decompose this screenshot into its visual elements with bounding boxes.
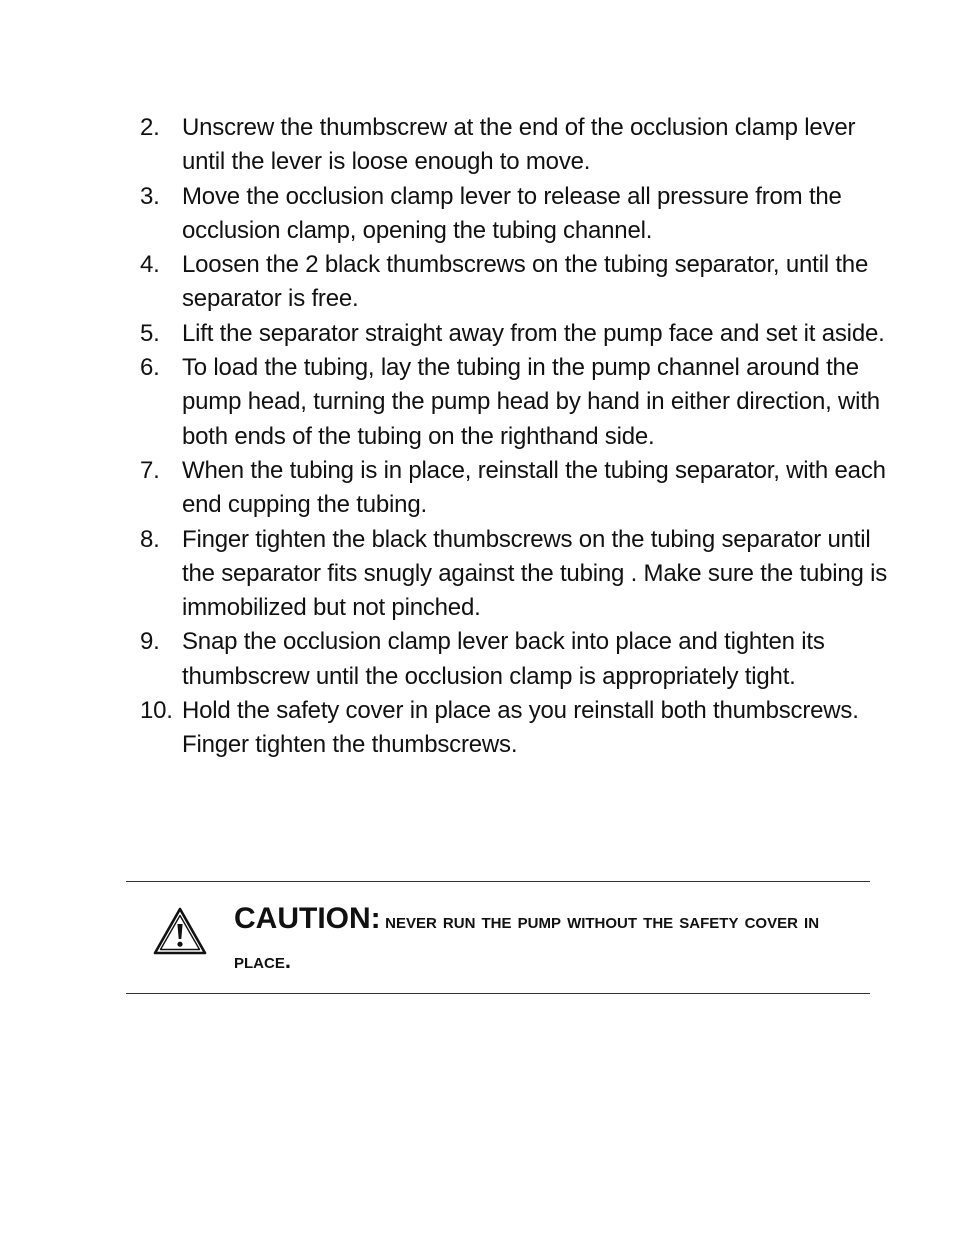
step-number: 8. <box>140 525 160 553</box>
step-text: Move the occlusion clamp lever to release all pressure from the occlusion clamp, opening the tubing channel. <box>182 182 842 244</box>
caution-box <box>126 882 870 992</box>
step-item <box>140 523 900 626</box>
caution-text <box>234 900 864 982</box>
caution-bottom-divider <box>126 993 870 994</box>
step-item <box>140 248 900 317</box>
instruction-steps <box>140 111 900 763</box>
step-item <box>140 351 900 454</box>
step-number: 7. <box>140 456 160 484</box>
step-number: 5. <box>140 319 160 347</box>
step-text: Hold the safety cover in place as you reinstall both thumbscrews. Finger tighten the thumbscrews. <box>182 697 859 759</box>
step-item <box>140 694 900 763</box>
step-text: Loosen the 2 black thumbscrews on the tubing separator, until the separator is free. <box>182 251 869 313</box>
step-item <box>140 180 900 249</box>
step-text: Unscrew the thumbscrew at the end of the occlusion clamp lever until the lever is loose enough to move. <box>182 114 856 176</box>
caution-label: CAUTION: <box>234 902 381 935</box>
caution-message: never run the pump without the safety cover in place. <box>234 908 820 973</box>
step-number: 9. <box>140 628 160 656</box>
step-text: When the tubing is in place, reinstall the tubing separator, with each end cupping the tubing. <box>182 456 886 519</box>
step-number: 4. <box>140 251 160 279</box>
step-item <box>140 317 900 351</box>
warning-triangle-icon <box>152 906 208 956</box>
step-text: Snap the occlusion clamp lever back into place and tighten its thumbscrew until the occlusion clamp is appropriately tight. <box>182 628 825 690</box>
step-number: 2. <box>140 114 160 141</box>
step-number: 10. <box>140 697 173 725</box>
step-text: To load the tubing, lay the tubing in the pump channel around the pump head, turning the pump head by hand in either direction, with both ends of the tubing on the righthand side. <box>182 354 880 450</box>
step-number: 6. <box>140 354 160 382</box>
step-item <box>140 111 900 180</box>
step-text: Finger tighten the black thumbscrews on the tubing separator until the separator fits snugly against the tubing . Make sure the tubing is immobilized but not pinched. <box>182 525 888 622</box>
step-item <box>140 625 900 694</box>
step-item <box>140 454 900 523</box>
step-number: 3. <box>140 182 160 210</box>
step-text: Lift the separator straight away from the pump face and set it aside. <box>182 319 885 347</box>
